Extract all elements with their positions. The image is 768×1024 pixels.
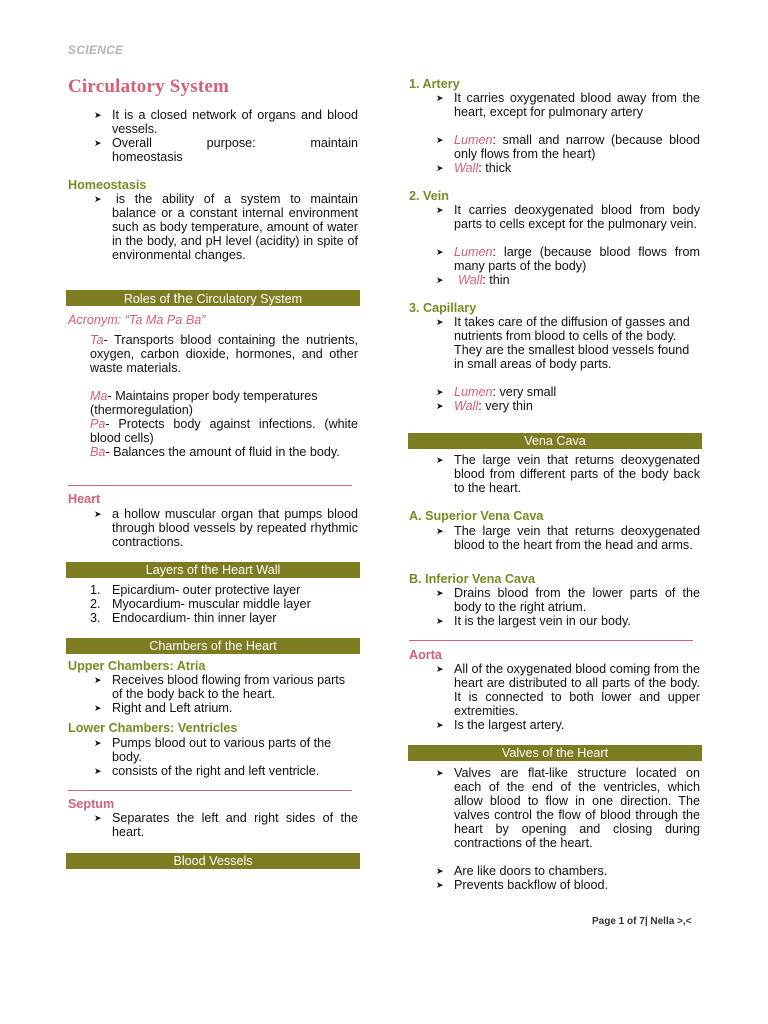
bullet-icon: ➤ [94,509,102,519]
inferior-vena-cava-heading: B. Inferior Vena Cava [409,572,535,586]
lower-item-2: ➤ consists of the right and left ventricle. [94,764,320,778]
superior-vena-cava-heading: A. Superior Vena Cava [409,509,544,523]
vein-lumen: ➤ Lumen: large (because blood flows from many parts of the body) [436,245,700,273]
bullet-icon: ➤ [94,138,102,148]
layer-item-1: 1. Epicardium- outer protective layer [90,583,301,597]
acronym-label: Acronym: “Ta Ma Pa Ba” [68,313,206,327]
vena-cava-desc: ➤ The large vein that returns deoxygenated blood from different parts of the body back to the heart. [436,453,700,495]
septum-heading: Septum [68,797,115,811]
bullet-icon: ➤ [436,317,444,327]
bullet-icon: ➤ [436,163,444,173]
bullet-icon: ➤ [94,703,102,713]
vein-heading: 2. Vein [409,189,449,203]
bullet-icon: ➤ [436,866,444,876]
bullet-icon: ➤ [436,401,444,411]
blood-vessels-band: Blood Vessels [66,853,360,869]
upper-item-2: ➤ Right and Left atrium. [94,701,233,715]
role-pa: Pa- Protects body against infections. (white blood cells) [90,417,358,445]
superior-vena-cava-text: ➤ The large vein that returns deoxygenated blood to the heart from the head and arms. [436,524,700,552]
bullet-icon: ➤ [94,675,102,685]
vein-wall: ➤ Wall: thin [436,273,510,287]
divider [68,790,352,791]
bullet-icon: ➤ [436,768,444,778]
valves-band: Valves of the Heart [408,745,702,761]
roles-band: Roles of the Circulatory System [66,290,360,306]
lower-item-1: ➤ Pumps blood out to various parts of the body. [94,736,332,764]
bullet-icon: ➤ [94,194,102,204]
heart-text: ➤ a hollow muscular organ that pumps blood through blood vessels by repeated rhythmic contractions. [94,507,358,549]
bullet-icon: ➤ [436,275,444,285]
inferior-item-2: ➤ It is the largest vein in our body. [436,614,631,628]
divider [409,640,693,641]
aorta-heading: Aorta [409,648,442,662]
bullet-icon: ➤ [436,526,444,536]
bullet-icon: ➤ [436,455,444,465]
capillary-wall: ➤ Wall: very thin [436,399,533,413]
heart-heading: Heart [68,492,101,506]
bullet-icon: ➤ [94,110,102,120]
valves-item-3: ➤ Prevents backflow of blood. [436,878,609,892]
vena-cava-band: Vena Cava [408,433,702,449]
septum-text: ➤ Separates the left and right sides of the heart. [94,811,358,839]
bullet-icon: ➤ [436,135,444,145]
bullet-icon: ➤ [94,766,102,776]
vein-desc: ➤ It carries deoxygenated blood from body parts to cells except for the pulmonary vein. [436,203,700,231]
bullet-icon: ➤ [436,880,444,890]
artery-lumen: ➤ Lumen: small and narrow (because blood only flows from the heart) [436,133,700,161]
valves-item-2: ➤ Are like doors to chambers. [436,864,608,878]
aorta-item-1: ➤ All of the oxygenated blood coming from the heart are distributed to all parts of the body. It is connected to both lower and upper extremities. [436,662,700,718]
artery-desc: ➤ It carries oxygenated blood away from the heart, except for pulmonary artery [436,91,700,119]
aorta-item-2: ➤ Is the largest artery. [436,718,565,732]
bullet-icon: ➤ [436,616,444,626]
inferior-item-1: ➤ Drains blood from the lower parts of the body to the right atrium. [436,586,700,614]
role-ba: Ba- Balances the amount of fluid in the body. [90,445,340,459]
author: Nella >,< [647,916,692,927]
capillary-heading: 3. Capillary [409,301,477,315]
bullet-icon: ➤ [436,247,444,257]
bullet-icon: ➤ [436,664,444,674]
upper-item-1: ➤ Receives blood flowing from various parts of the body back to the heart. [94,673,346,701]
page-number: Page 1 of 7 [592,916,645,927]
layer-item-2: 2. Myocardium- muscular middle layer [90,597,311,611]
bullet-icon: ➤ [436,588,444,598]
artery-wall: ➤ Wall: thick [436,161,512,175]
lower-chambers-heading: Lower Chambers: Ventricles [68,721,238,735]
homeostasis-heading: Homeostasis [68,178,147,192]
bullet-icon: ➤ [94,813,102,823]
bullet-icon: ➤ [436,387,444,397]
layers-band: Layers of the Heart Wall [66,562,360,578]
layer-item-3: 3. Endocardium- thin inner layer [90,611,277,625]
divider [68,485,352,486]
valves-item-1: ➤ Valves are flat-like structure located on each of the end of the ventricles, which allow blood to flow in one direction. The valves control the flow of blood through the heart by opening and closing during contractions of the heart. [436,766,700,850]
chambers-band: Chambers of the Heart [66,638,360,654]
artery-heading: 1. Artery [409,77,460,91]
capillary-desc: ➤ It takes care of the diffusion of gasses and nutrients from blood to cells of the body. They are the smallest blood vessels found in small areas of body parts. [436,315,690,371]
intro-item-1: ➤ It is a closed network of organs and blood vessels. [94,108,358,136]
homeostasis-text: ➤ is the ability of a system to maintain balance or a constant internal environment such as body temperature, amount of water in the body, and pH level (acidity) in spite of environmental changes. [94,192,358,262]
capillary-lumen: ➤ Lumen: very small [436,385,557,399]
role-ta: Ta- Transports blood containing the nutrients, oxygen, carbon dioxide, hormones, and other waste materials. [90,333,358,375]
page-header: SCIENCE [68,43,124,57]
bullet-icon: ➤ [436,720,444,730]
bullet-icon: ➤ [436,205,444,215]
bullet-icon: ➤ [94,738,102,748]
upper-chambers-heading: Upper Chambers: Atria [68,659,206,673]
page-footer: Page 1 of 7| Nella >,< [592,916,692,927]
bullet-icon: ➤ [436,93,444,103]
page-title: Circulatory System [68,76,230,97]
role-ma: Ma- Maintains proper body temperatures (thermoregulation) [90,389,318,417]
intro-item-2: ➤ Overall purpose: maintain homeostasis [94,136,358,164]
